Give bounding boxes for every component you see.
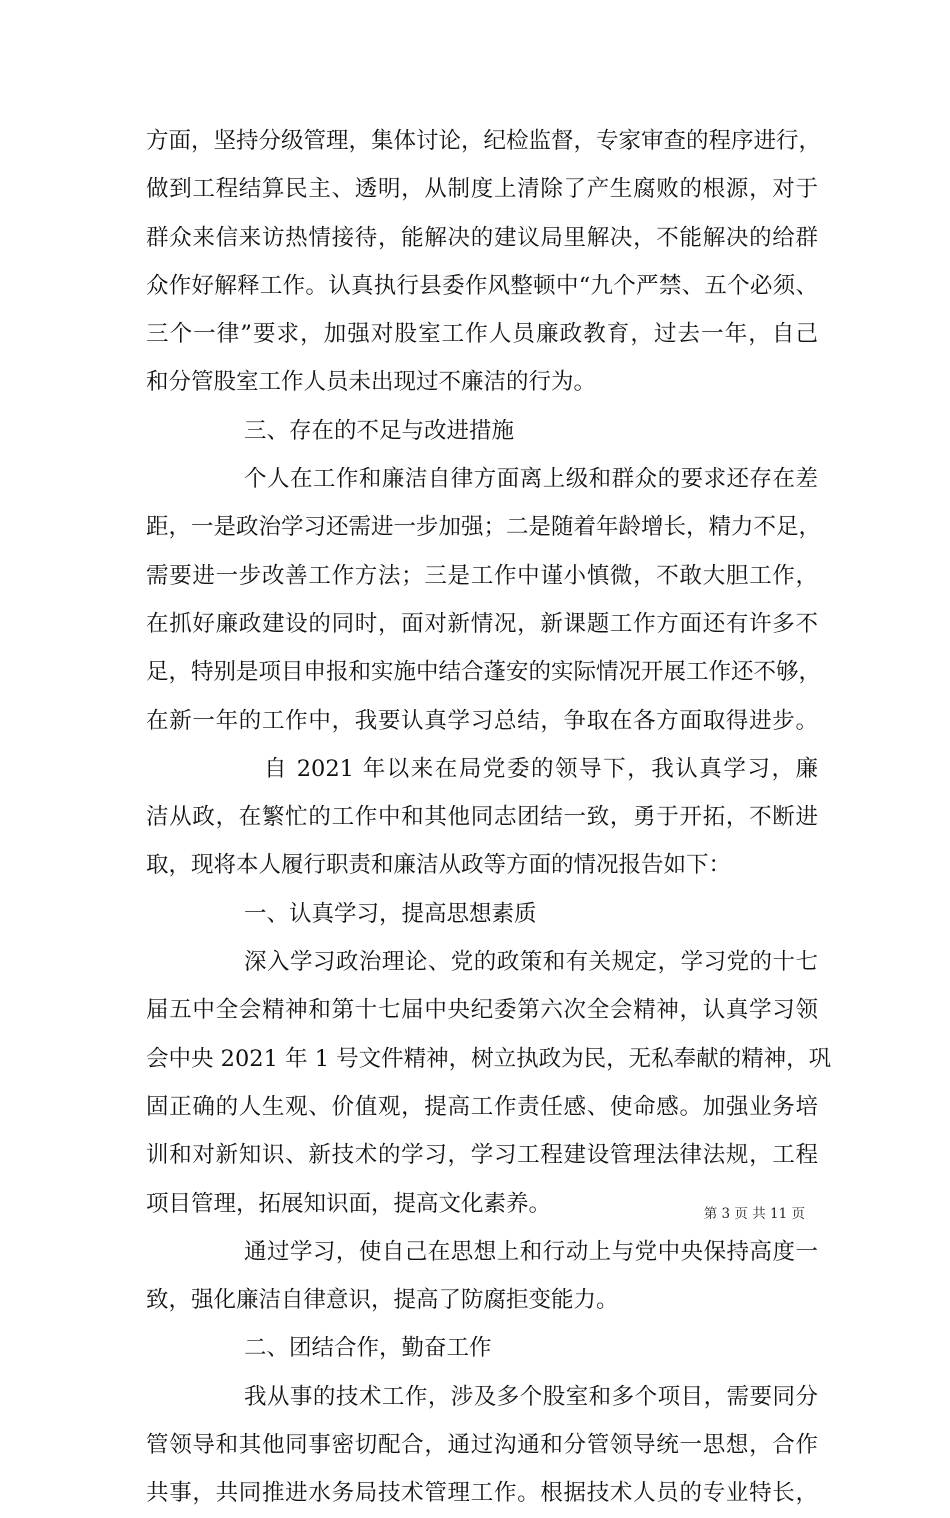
text-line: 我从事的技术工作，涉及多个股室和多个项目，需要同分 [244,1383,818,1410]
text-line: 自 2021 年以来在局党委的领导下，我认真学习，廉 [264,755,818,782]
text-line: 在新一年的工作中，我要认真学习总结，争取在各方面取得进步。 [146,707,818,734]
page-number: 第 3 页 共 11 页 [703,1206,805,1222]
section-heading: 三、存在的不足与改进措施 [244,417,515,444]
text-line: 届五中全会精神和第十七届中央纪委第六次全会精神，认真学习领 [146,997,818,1024]
text-line: 深入学习政治理论、党的政策和有关规定，学习党的十七 [244,949,818,976]
text-line: 洁从政，在繁忙的工作中和其他同志团结一致，勇于开拓，不断进 [146,804,818,831]
text-line: 在抓好廉政建设的同时，面对新情况，新课题工作方面还有许多不 [146,610,818,637]
text-line: 群众来信来访热情接待，能解决的建议局里解决，不能解决的给群 [146,224,818,251]
section-heading: 一、认真学习，提高思想素质 [244,900,537,927]
text-line: 方面，坚持分级管理，集体讨论，纪检监督，专家审查的程序进行， [146,128,822,154]
text-line: 会中央 2021 年 1 号文件精神，树立执政为民，无私奉献的精神，巩 [146,1045,832,1072]
text-line: 取，现将本人履行职责和廉洁从政等方面的情况报告如下： [146,852,732,879]
text-line: 众作好解释工作。认真执行县委作风整顿中“九个严禁、五个必须、 [146,272,818,299]
text-line: 足，特别是项目申报和实施中结合蓬安的实际情况开展工作还不够， [146,659,822,686]
text-line: 固正确的人生观、价值观，提高工作责任感、使命感。加强业务培 [146,1093,818,1120]
text-line: 通过学习，使自己在思想上和行动上与党中央保持高度一 [244,1238,818,1265]
text-line: 需要进一步改善工作方法；三是工作中谨小慎微，不敢大胆工作， [146,562,818,589]
text-line: 致，强化廉洁自律意识，提高了防腐拒变能力。 [146,1287,619,1314]
body-text [146,117,832,1518]
text-line: 距，一是政治学习还需进一步加强；二是随着年龄增长，精力不足， [146,514,822,541]
text-line: 共事，共同推进水务局技术管理工作。根据技术人员的专业特长， [146,1480,818,1507]
text-line: 训和对新知识、新技术的学习，学习工程建设管理法律法规，工程 [146,1142,818,1169]
section-heading: 二、团结合作，勤奋工作 [244,1335,492,1362]
text-line: 项目管理，拓展知识面，提高文化素养。 [146,1190,552,1217]
text-line: 和分管股室工作人员未出现过不廉洁的行为。 [146,369,597,396]
text-line: 做到工程结算民主、透明，从制度上清除了产生腐败的根源，对于 [146,176,818,203]
text-line: 管领导和其他同事密切配合，通过沟通和分管领导统一思想，合作 [146,1432,818,1459]
text-line: 三个一律”要求，加强对股室工作人员廉政教育，过去一年，自己 [146,321,818,348]
text-line: 个人在工作和廉洁自律方面离上级和群众的要求还存在差 [244,466,818,493]
